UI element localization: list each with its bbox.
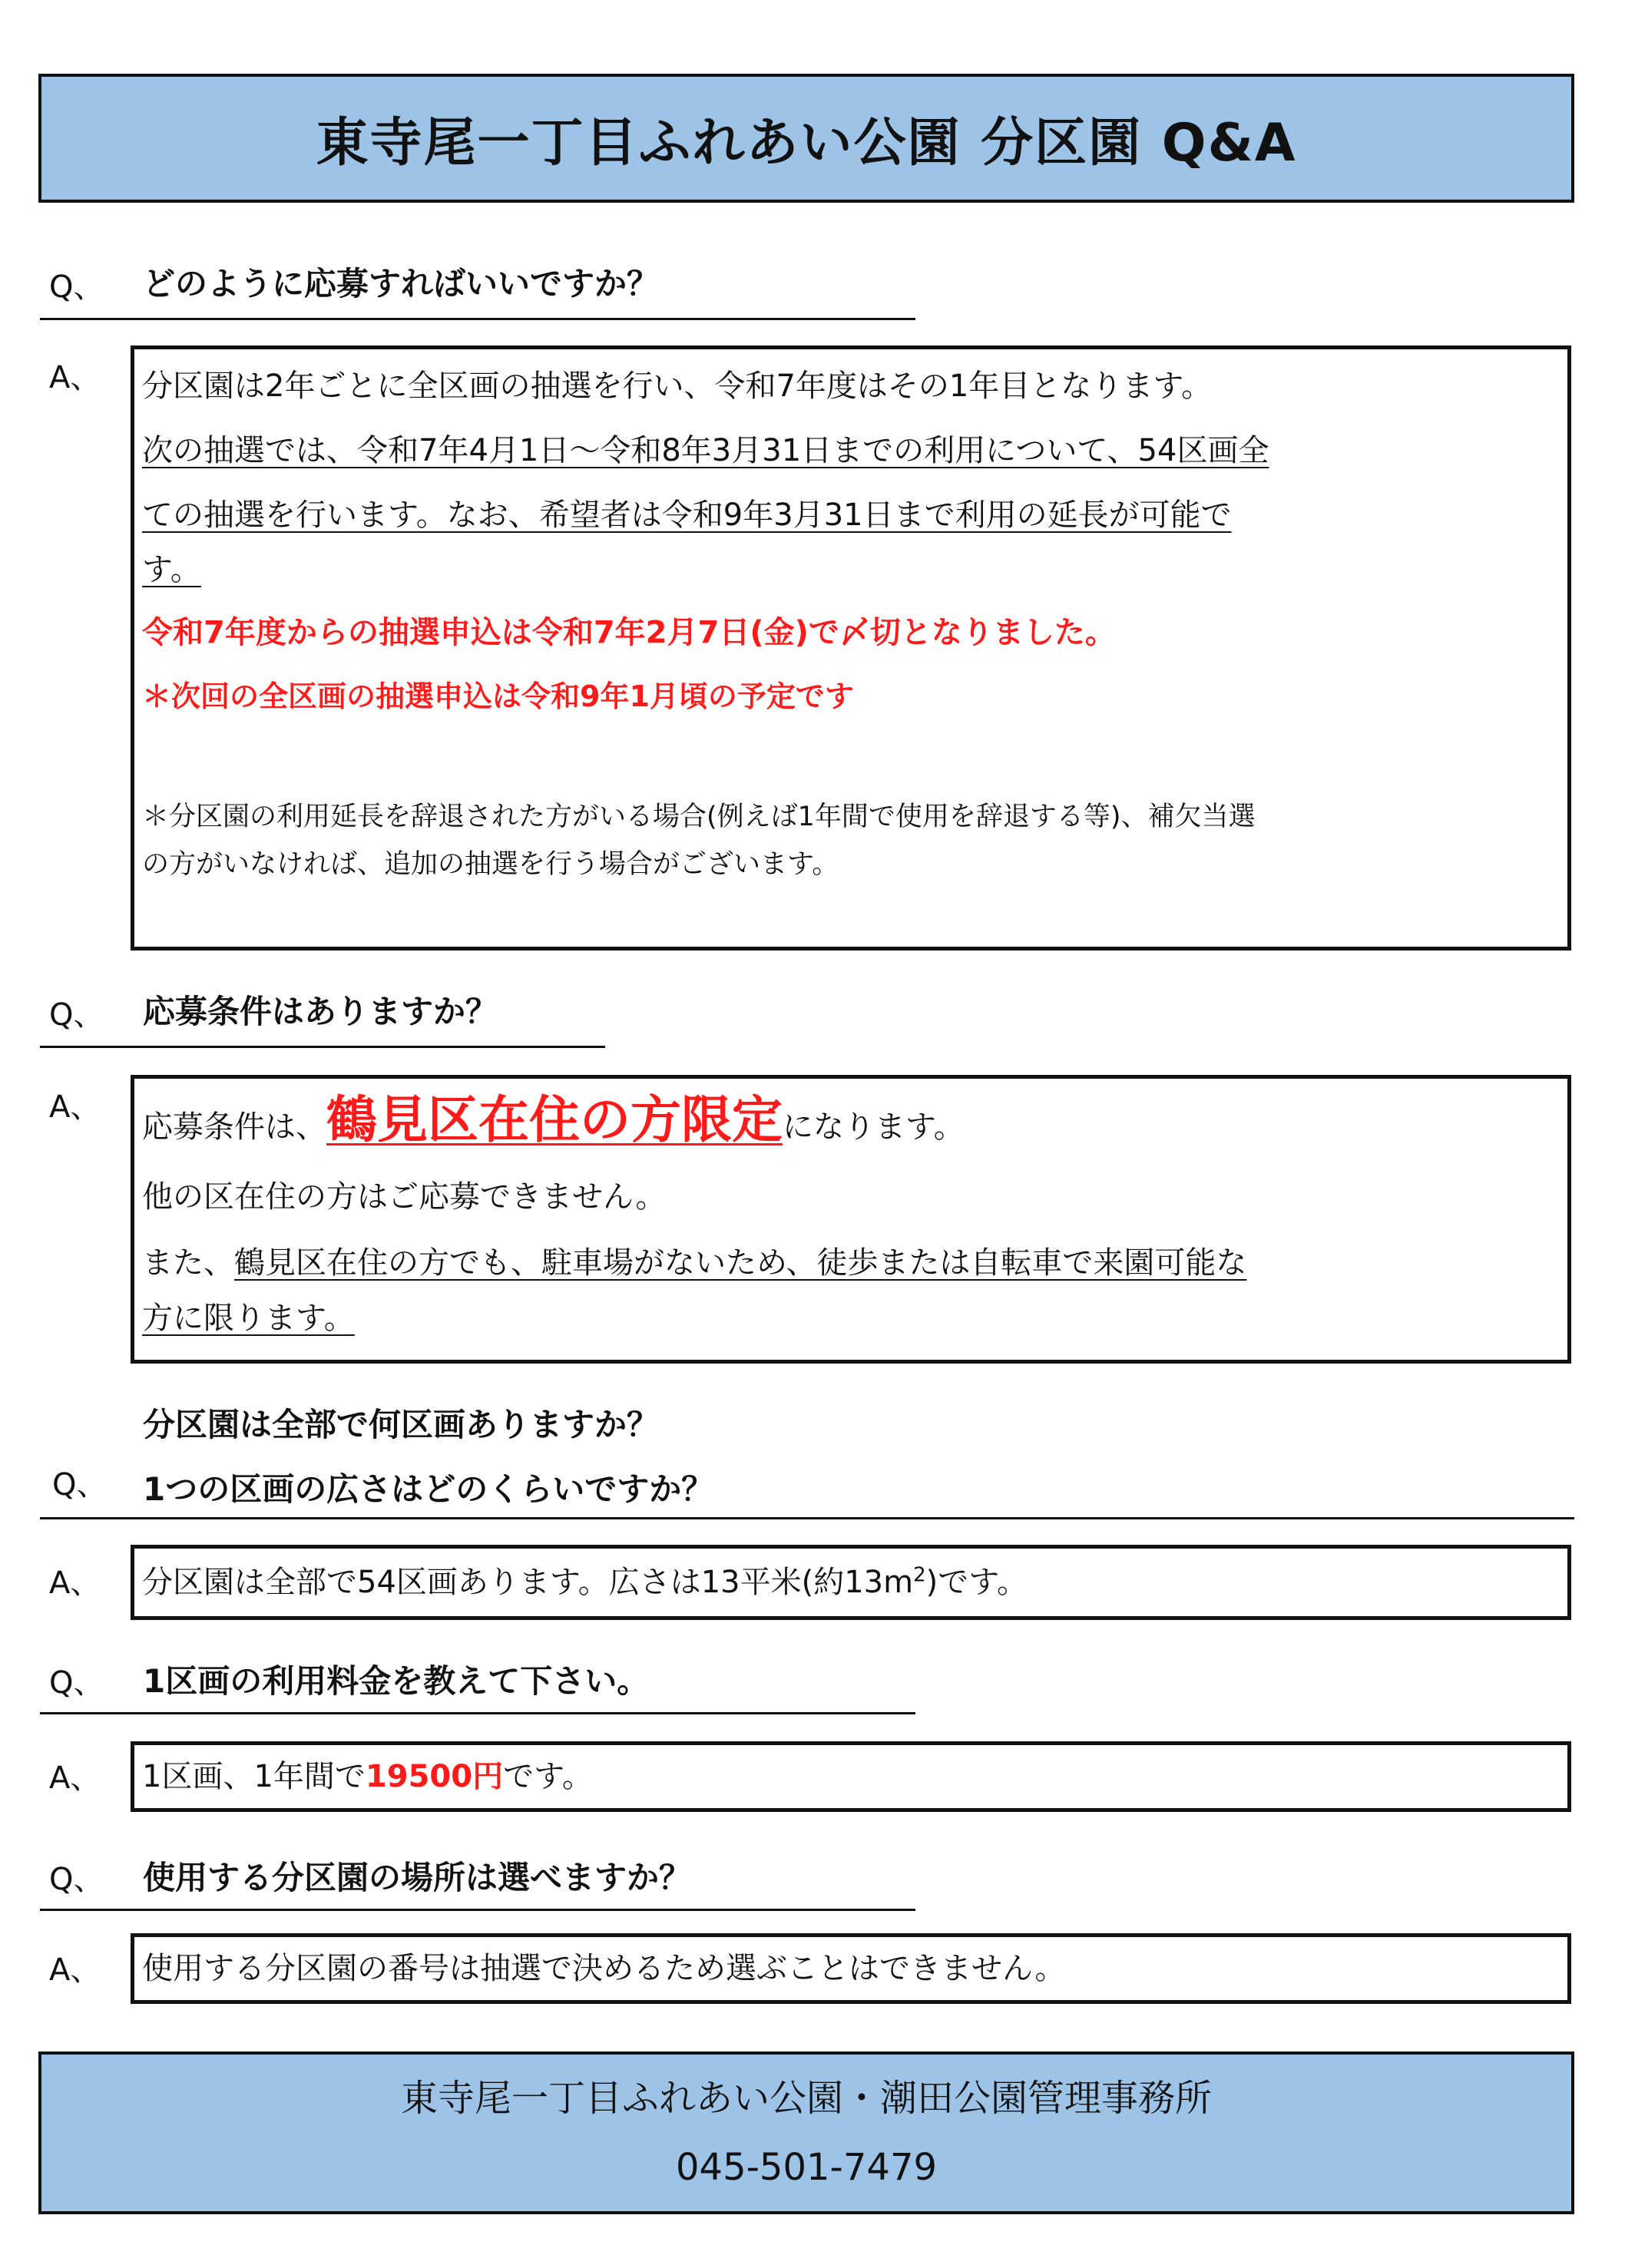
a3-label: A、: [49, 1565, 101, 1601]
a2-suffix: になります。: [783, 1109, 965, 1145]
a5-label: A、: [49, 1952, 101, 1988]
a1-note-line-2: の方がいなければ、追加の抽選を行う場合がございます。: [142, 849, 839, 880]
q4-label: Q、: [49, 1665, 104, 1701]
a1-line-3: ての抽選を行います。なお、希望者は令和9年3月31日まで利用の延長が可能で: [142, 498, 1232, 533]
q2-label: Q、: [49, 997, 104, 1033]
q3-question-line-1: 分区園は全部で何区画ありますか？: [143, 1406, 660, 1443]
a3-superscript: 2: [913, 1563, 926, 1587]
a4-label: A、: [49, 1761, 101, 1796]
a1-next-lottery-note: ＊次回の全区画の抽選申込は令和9年1月頃の予定です: [142, 679, 854, 713]
q2-rule: [40, 1046, 605, 1048]
q1-label: Q、: [49, 269, 104, 305]
q2-question: 応募条件はありますか？: [143, 993, 498, 1030]
contact-footer: [38, 2051, 1574, 2214]
a4-answer-box: [131, 1741, 1571, 1812]
page-title-banner: [38, 74, 1574, 203]
a1-line-1: 分区園は2年ごとに全区画の抽選を行い、令和7年度はその1年目となります。: [142, 369, 1213, 404]
q5-question: 使用する分区園の場所は選べますか？: [143, 1859, 692, 1896]
a4-answer-text: 1区画、1年間で: [142, 1759, 366, 1794]
a2-answer-box: [131, 1075, 1571, 1364]
a4-answer-end: です。: [503, 1759, 593, 1794]
a2-line-2: 他の区在住の方はご応募できません。: [142, 1179, 667, 1215]
q5-label: Q、: [49, 1862, 104, 1897]
a1-answer-box: [131, 345, 1571, 951]
a1-line-4: す。: [142, 552, 201, 587]
a3-answer-box: [131, 1545, 1571, 1620]
q3-label: Q、: [52, 1467, 108, 1503]
q4-question: 1区画の利用料金を教えて下さい。: [143, 1662, 650, 1700]
a2-residency-emphasis: 鶴見区在住の方限定: [326, 1090, 783, 1149]
a2-line-3-underlined: 鶴見区在住の方でも、駐車場がないため、徒歩または自転車で来園可能な: [234, 1245, 1247, 1281]
q5-rule: [40, 1909, 915, 1911]
a5-answer-text: 使用する分区園の番号は抽選で決めるため選ぶことはできません。: [142, 1951, 1066, 1986]
q4-rule: [40, 1712, 915, 1714]
a3-answer-end: )です。: [925, 1565, 1028, 1600]
a2-label: A、: [49, 1089, 101, 1125]
a2-line-4: 方に限ります。: [142, 1301, 355, 1336]
a1-label: A、: [49, 360, 101, 395]
q3-question-line-2: 1つの区画の広さはどのくらいですか？: [143, 1470, 714, 1508]
q1-question: どのように応募すればいいですか？: [143, 265, 660, 303]
a2-line-3-plain: また、: [142, 1245, 234, 1281]
office-name: 東寺尾一丁目ふれあい公園・潮田公園管理事務所: [400, 2077, 1212, 2120]
page-title: 東寺尾一丁目ふれあい公園 分区園 Q&A: [316, 112, 1297, 174]
q3-rule: [40, 1517, 1574, 1519]
a4-price: 19500円: [365, 1759, 504, 1794]
a2-prefix: 応募条件は、: [142, 1109, 326, 1145]
a1-line-2: 次の抽選では、令和7年4月1日～令和8年3月31日までの利用について、54区画全: [142, 433, 1269, 468]
q1-rule: [40, 318, 915, 320]
a3-answer-text: 分区園は全部で54区画あります。広さは13平米(約13m: [142, 1565, 914, 1600]
a1-note-line-1: ＊分区園の利用延長を辞退された方がいる場合(例えば1年間で使用を辞退する等)、補欠当選: [142, 802, 1256, 832]
a5-answer-box: [131, 1933, 1571, 2004]
phone-number: 045-501-7479: [675, 2146, 938, 2189]
a1-deadline-notice: 令和7年度からの抽選申込は令和7年2月7日(金)で〆切となりました。: [142, 615, 1116, 650]
